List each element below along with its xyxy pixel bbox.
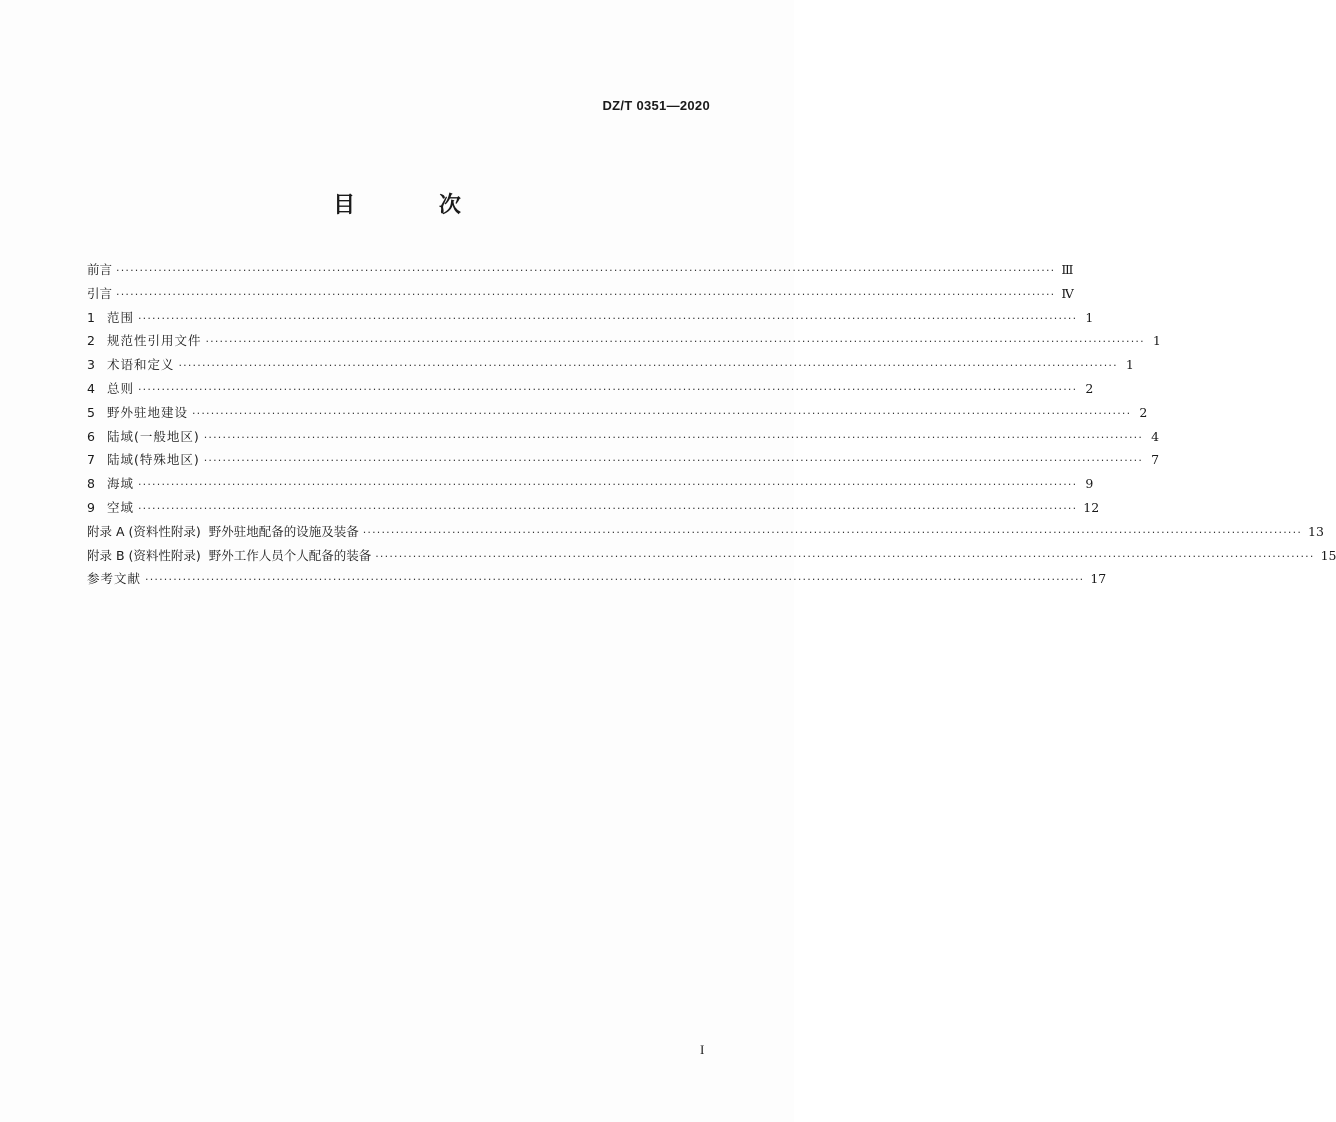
toc-entry-page: 4 (1151, 428, 1160, 444)
toc-leader-dots: ········································································································································································································ (178, 359, 1118, 373)
toc-entry-text: 规范性引用文件 (106, 333, 202, 349)
toc-leader-dots: ········································································································································································································ (137, 311, 1078, 325)
toc-entry-label (87, 496, 134, 520)
toc-entry-label (87, 401, 188, 425)
toc-entry[interactable] (87, 329, 1161, 353)
toc-entry-label (87, 425, 200, 449)
toc-entry-page: 1 (1125, 357, 1134, 373)
toc-leader-dots: ········································································································································································································ (362, 525, 1303, 539)
toc-entry-page: 2 (1139, 404, 1148, 420)
toc-entry-text: 前言 (87, 262, 113, 277)
toc-entry[interactable] (87, 425, 1160, 449)
toc-entry-number: 4 (87, 380, 95, 396)
toc-entry[interactable] (87, 472, 1094, 496)
toc-entry-text: 引言 (87, 285, 113, 301)
toc-leader-dots: ········································································································································································································ (137, 478, 1078, 492)
toc-entry-number: 3 (87, 357, 95, 373)
toc-entry-text: 空域 (106, 499, 134, 515)
toc-entry-page: 15 (1320, 547, 1336, 563)
toc-entry-text: 陆域(特殊地区) (106, 452, 200, 468)
toc-entry-page: 17 (1090, 571, 1107, 587)
toc-entry-text: 范围 (106, 309, 134, 325)
standard-code: DZ/T 0351—2020 (602, 98, 710, 113)
toc-entry-label (87, 353, 174, 377)
toc-title: 目 次 (333, 193, 499, 218)
toc-leader-dots: ········································································································································································································ (203, 430, 1144, 444)
toc-leader-dots: ········································································································································································································ (145, 573, 1085, 587)
toc-entry[interactable] (87, 353, 1134, 377)
toc-entry[interactable] (87, 448, 1160, 472)
toc-entry-label (87, 544, 371, 568)
toc-entry[interactable] (87, 544, 1336, 568)
toc-entry-text: 术语和定义 (106, 357, 175, 373)
toc-entry-text: 陆域(一般地区) (106, 428, 200, 444)
toc-entry-number: 6 (87, 428, 95, 444)
toc-entry[interactable] (87, 282, 1074, 306)
toc-entry-text: 海域 (106, 476, 134, 492)
toc-entry-page: 2 (1085, 380, 1094, 396)
toc-entry-label (87, 448, 200, 472)
toc-entry[interactable] (87, 520, 1324, 544)
toc-entry-page: 9 (1085, 476, 1094, 492)
toc-entry-label (87, 258, 112, 282)
page-number: I (700, 1042, 705, 1057)
toc-entry-page: 13 (1308, 523, 1324, 539)
toc-entry-text: 附录 A (资料性附录) 野外驻地配备的设施及装备 (87, 523, 359, 539)
toc-entry-number: 7 (87, 452, 95, 468)
toc-entry-number: 2 (87, 333, 95, 349)
toc-leader-dots: ········································································································································································································ (191, 406, 1132, 420)
toc-entry-page: 7 (1151, 452, 1160, 468)
toc-entry-page: Ⅲ (1061, 262, 1074, 277)
table-of-contents (87, 258, 1336, 591)
toc-entry-number: 9 (87, 499, 95, 515)
toc-entry-label (87, 329, 201, 353)
toc-entry[interactable] (87, 401, 1148, 425)
toc-entry-text: 总则 (106, 380, 134, 396)
toc-leader-dots: ········································································································································································································ (137, 501, 1078, 515)
toc-entry-number: 8 (87, 476, 95, 492)
toc-leader-dots: ········································································································································································································ (205, 335, 1145, 349)
toc-entry-page: 1 (1152, 333, 1161, 349)
toc-entry-text: 参考文献 (87, 571, 142, 587)
toc-entry[interactable] (87, 306, 1094, 330)
toc-entry-label (87, 377, 134, 401)
toc-entry-page: 12 (1083, 499, 1100, 515)
toc-entry[interactable] (87, 567, 1107, 591)
toc-entry[interactable] (87, 258, 1074, 282)
toc-leader-dots: ········································································································································································································ (203, 454, 1144, 468)
toc-entry[interactable] (87, 377, 1094, 401)
toc-entry-label (87, 282, 112, 306)
toc-entry-page: Ⅳ (1061, 285, 1074, 301)
toc-entry[interactable] (87, 496, 1100, 520)
toc-entry-text: 附录 B (资料性附录) 野外工作人员个人配备的装备 (87, 547, 372, 563)
toc-entry-label (87, 306, 134, 330)
toc-entry-label (87, 567, 141, 591)
toc-entry-number: 5 (87, 404, 95, 420)
toc-entry-text: 野外驻地建设 (106, 404, 188, 420)
toc-entry-label (87, 472, 134, 496)
toc-entry-label (87, 520, 359, 544)
toc-leader-dots: ········································································································································································································ (116, 287, 1056, 301)
toc-leader-dots: ········································································································································································································ (137, 382, 1078, 396)
toc-leader-dots: ········································································································································································································ (116, 264, 1056, 277)
toc-entry-page: 1 (1085, 309, 1094, 325)
toc-leader-dots: ········································································································································································································ (375, 549, 1315, 563)
toc-entry-number: 1 (87, 309, 95, 325)
